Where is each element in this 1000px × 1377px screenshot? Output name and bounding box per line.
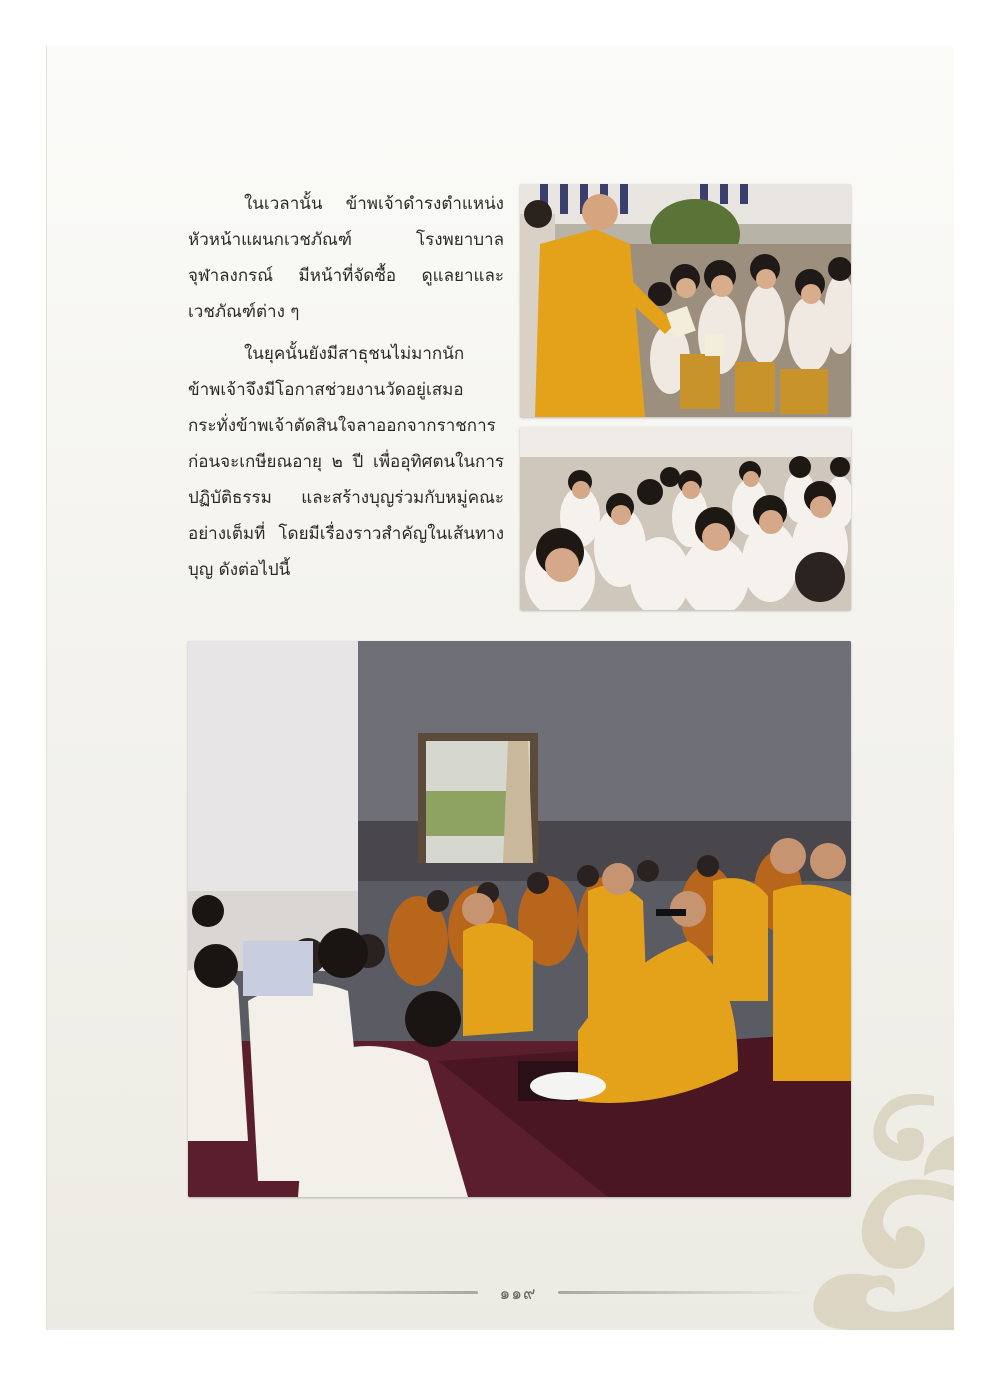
photo-praying-crowd [520,427,851,610]
book-page [46,46,954,1330]
paragraph-2: ในยุคนั้นยังมีสาธุชนไม่มากนัก ข้าพเจ้าจึงมีโอกาสช่วยงานวัดอยู่เสมอ กระทั่งข้าพเจ้าตัดสินใจลาออกจากราชการก่อนจะเกษียณอายุ ๒ ปี เพื่ออุทิศตนในการปฏิบัติธรรม และสร้างบุญร่วมกับหมู่คณะอย่างเต็มที่ โดยมีเรื่องราวสำคัญในเส้นทางบุญ ดังต่อไปนี้ [188,344,504,580]
floral-ornament [774,1076,954,1330]
footer-rule-right [558,1291,808,1294]
photo-monk-alms-ceremony [520,184,851,417]
page-edge-rule [46,46,47,1330]
paragraph-1: ในเวลานั้น ข้าพเจ้าดำรงตำแหน่งหัวหน้าแผนกเวชภัณฑ์ โรงพยาบาลจุฬาลงกรณ์ มีหน้าที่จัดซื้อ ดูแลยาและเวชภัณฑ์ต่าง ๆ [188,194,504,322]
photo-ordination-hall [188,641,851,1197]
page-number: ๑๑๙ [499,1284,537,1304]
footer-rule-left [246,1291,478,1294]
body-text [188,186,504,594]
